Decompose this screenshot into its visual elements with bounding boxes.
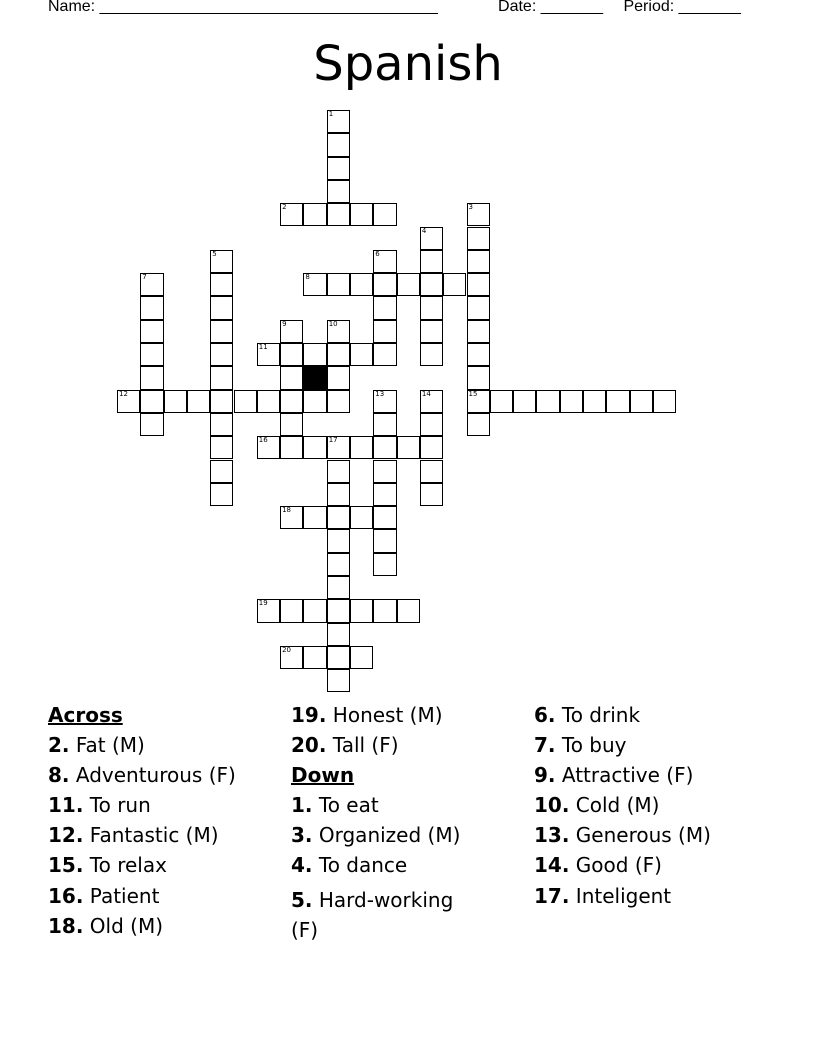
crossword-cell[interactable]: [327, 553, 350, 576]
clue-number-9: 9: [282, 319, 287, 328]
crossword-cell[interactable]: [327, 460, 350, 483]
crossword-cell[interactable]: [327, 576, 350, 599]
crossword-cell[interactable]: [140, 390, 163, 413]
clue-down-7: 7. To buy: [534, 733, 627, 758]
crossword-cell[interactable]: [280, 320, 303, 343]
crossword-cell[interactable]: [327, 390, 350, 413]
crossword-cell[interactable]: [653, 390, 676, 413]
crossword-cell[interactable]: [327, 599, 350, 622]
crossword-cell[interactable]: [373, 413, 396, 436]
crossword-cell[interactable]: [420, 250, 443, 273]
crossword-cell[interactable]: [140, 320, 163, 343]
crossword-cell[interactable]: [420, 460, 443, 483]
crossword-cell[interactable]: [303, 203, 326, 226]
crossword-cell[interactable]: [257, 599, 280, 622]
crossword-cell[interactable]: [420, 390, 443, 413]
crossword-cell[interactable]: [280, 413, 303, 436]
period-label: Period:: [623, 0, 675, 15]
crossword-cell[interactable]: [210, 483, 233, 506]
clue-across-12: 12. Fantastic (M): [48, 823, 219, 848]
crossword-cell[interactable]: [327, 623, 350, 646]
crossword-cell[interactable]: [467, 227, 490, 250]
crossword-cell[interactable]: [140, 273, 163, 296]
crossword-cell[interactable]: [373, 436, 396, 459]
crossword-cell[interactable]: [327, 483, 350, 506]
crossword-cell[interactable]: [303, 436, 326, 459]
crossword-cell[interactable]: [327, 180, 350, 203]
clue-across-15: 15. To relax: [48, 853, 167, 878]
crossword-cell[interactable]: [350, 273, 373, 296]
crossword-cell[interactable]: [117, 390, 140, 413]
clue-number-3: 3: [468, 203, 473, 212]
crossword-cell[interactable]: [280, 366, 303, 389]
crossword-cell[interactable]: [373, 203, 396, 226]
crossword-cell[interactable]: [280, 599, 303, 622]
clue-down-10: 10. Cold (M): [534, 793, 660, 818]
crossword-cell[interactable]: [327, 343, 350, 366]
crossword-cell[interactable]: [373, 529, 396, 552]
crossword-cell[interactable]: [490, 390, 513, 413]
crossword-cell[interactable]: [280, 436, 303, 459]
across-heading: Across: [48, 703, 123, 727]
crossword-cell[interactable]: [210, 366, 233, 389]
crossword-cell[interactable]: [583, 390, 606, 413]
crossword-cell[interactable]: [303, 599, 326, 622]
period-field[interactable]: _______: [678, 0, 741, 15]
crossword-cell[interactable]: [327, 110, 350, 133]
crossword-cell[interactable]: [467, 296, 490, 319]
crossword-cell[interactable]: [350, 203, 373, 226]
crossword-cell[interactable]: [140, 343, 163, 366]
clue-number-2: 2: [282, 203, 287, 212]
clue-across-16: 16. Patient: [48, 883, 160, 908]
page-title: Spanish: [313, 36, 503, 92]
clue-down-6: 6. To drink: [534, 703, 641, 727]
crossword-cell[interactable]: [257, 436, 280, 459]
clue-across-11: 11. To run: [48, 793, 151, 818]
crossword-cell[interactable]: [257, 390, 280, 413]
clue-number-13: 13: [375, 389, 385, 398]
crossword-cell[interactable]: [630, 390, 653, 413]
crossword-cell[interactable]: [397, 436, 420, 459]
crossword-cell[interactable]: [397, 273, 420, 296]
crossword-cell[interactable]: [210, 273, 233, 296]
crossword-cell[interactable]: [327, 646, 350, 669]
crossword-cell[interactable]: [350, 646, 373, 669]
clue-across-19: 19. Honest (M): [291, 703, 443, 727]
crossword-cell[interactable]: [327, 529, 350, 552]
clue-column-1: [48, 700, 236, 941]
name-label: Name:: [48, 0, 96, 15]
crossword-cell[interactable]: [210, 343, 233, 366]
crossword-cell[interactable]: [303, 390, 326, 413]
crossword-cell[interactable]: [513, 390, 536, 413]
clue-down-13: 13. Generous (M): [534, 823, 711, 848]
crossword-cell[interactable]: [350, 343, 373, 366]
crossword-cell[interactable]: [373, 599, 396, 622]
crossword-cell[interactable]: [420, 227, 443, 250]
clue-number-11: 11: [258, 343, 268, 351]
clue-number-14: 14: [421, 389, 431, 398]
crossword-cell[interactable]: [373, 250, 396, 273]
clue-number-8: 8: [305, 273, 310, 282]
crossword-cell[interactable]: [303, 343, 326, 366]
crossword-cell[interactable]: [560, 390, 583, 413]
clue-down-9: 9. Attractive (F): [534, 763, 694, 788]
crossword-cell[interactable]: [420, 343, 443, 366]
clue-across-8: 8. Adventurous (F): [48, 763, 236, 788]
clue-down-1: 1. To eat: [291, 793, 379, 818]
crossword-cell[interactable]: [420, 296, 443, 319]
clue-down-3: 3. Organized (M): [291, 823, 461, 848]
crossword-cell[interactable]: [210, 413, 233, 436]
crossword-cell[interactable]: [303, 646, 326, 669]
crossword-cell[interactable]: [467, 273, 490, 296]
crossword-cell[interactable]: [467, 390, 490, 413]
crossword-cell[interactable]: [210, 436, 233, 459]
clue-number-4: 4: [421, 226, 427, 235]
crossword-cell[interactable]: [350, 506, 373, 529]
crossword-cell[interactable]: [373, 506, 396, 529]
crossword-cell[interactable]: [280, 203, 303, 226]
clue-number-20: 20: [282, 645, 292, 654]
crossword-cell[interactable]: [420, 483, 443, 506]
crossword-cell[interactable]: [373, 483, 396, 506]
crossword-cell[interactable]: [327, 320, 350, 343]
crossword-cell[interactable]: [420, 273, 443, 296]
crossword-cell[interactable]: [280, 343, 303, 366]
crossword-cell[interactable]: [140, 296, 163, 319]
crossword-cell[interactable]: [210, 320, 233, 343]
date-label: Date:: [498, 0, 537, 15]
crossword-black-cell: [303, 366, 326, 389]
clue-down-5: 5. Hard-working (F): [291, 887, 454, 942]
clue-number-7: 7: [142, 273, 147, 282]
crossword-cell[interactable]: [327, 273, 350, 296]
crossword-cell[interactable]: [327, 133, 350, 156]
crossword-cell[interactable]: [467, 320, 490, 343]
crossword-cell[interactable]: [303, 506, 326, 529]
crossword-cell[interactable]: [327, 669, 350, 692]
crossword-cell[interactable]: [280, 390, 303, 413]
clue-column-2: [291, 700, 491, 945]
crossword-cell[interactable]: [257, 343, 280, 366]
crossword-cell[interactable]: [373, 296, 396, 319]
crossword-cell[interactable]: [140, 413, 163, 436]
crossword-cell[interactable]: [420, 436, 443, 459]
crossword-cell[interactable]: [373, 343, 396, 366]
clue-number-10: 10: [328, 319, 338, 328]
crossword-cell[interactable]: [420, 320, 443, 343]
crossword-cell[interactable]: [606, 390, 629, 413]
clue-number-16: 16: [258, 436, 268, 445]
crossword-cell[interactable]: [210, 296, 233, 319]
crossword-cell[interactable]: [373, 460, 396, 483]
crossword-cell[interactable]: [327, 506, 350, 529]
crossword-cell[interactable]: [373, 553, 396, 576]
crossword-cell[interactable]: [467, 343, 490, 366]
clue-down-14: 14. Good (F): [534, 853, 662, 878]
crossword-cell[interactable]: [327, 366, 350, 389]
crossword-cell[interactable]: [210, 460, 233, 483]
crossword-cell[interactable]: [373, 320, 396, 343]
crossword-cell[interactable]: [420, 413, 443, 436]
clue-down-4: 4. To dance: [291, 853, 408, 878]
crossword-cell[interactable]: [536, 390, 559, 413]
crossword-cell[interactable]: [280, 506, 303, 529]
crossword-cell[interactable]: [327, 203, 350, 226]
down-heading: Down: [291, 763, 355, 788]
crossword-cell[interactable]: [280, 646, 303, 669]
crossword-cell[interactable]: [327, 157, 350, 180]
clue-down-17: 17. Inteligent: [534, 883, 672, 908]
clue-number-17: 17: [328, 436, 338, 445]
date-field[interactable]: _______: [540, 0, 604, 15]
crossword-cell[interactable]: [373, 390, 396, 413]
crossword-cell[interactable]: [327, 436, 350, 459]
clue-across-2: 2. Fat (M): [48, 733, 145, 758]
clue-across-18: 18. Old (M): [48, 913, 164, 938]
crossword-cell[interactable]: [350, 436, 373, 459]
crossword-cell[interactable]: [140, 366, 163, 389]
crossword-cell[interactable]: [234, 390, 257, 413]
clue-column-3: [534, 700, 711, 911]
clue-number-15: 15: [468, 389, 478, 398]
clue-number-12: 12: [119, 389, 128, 398]
crossword-cell[interactable]: [443, 273, 466, 296]
crossword-cell[interactable]: [467, 250, 490, 273]
worksheet-header: [48, 0, 741, 16]
clue-number-18: 18: [282, 506, 292, 515]
clue-across-20: 20. Tall (F): [291, 733, 399, 758]
clue-number-19: 19: [258, 599, 268, 608]
crossword-cell[interactable]: [210, 250, 233, 273]
crossword-cell[interactable]: [467, 203, 490, 226]
crossword-cell[interactable]: [350, 599, 373, 622]
crossword-cell[interactable]: [467, 413, 490, 436]
clue-number-1: 1: [328, 110, 334, 118]
crossword-cell[interactable]: [303, 273, 326, 296]
crossword-cell[interactable]: [164, 390, 187, 413]
crossword-cell[interactable]: [397, 599, 420, 622]
crossword-cell[interactable]: [467, 366, 490, 389]
crossword-cell[interactable]: [210, 390, 233, 413]
clue-number-5: 5: [212, 249, 217, 258]
clue-number-6: 6: [375, 249, 380, 258]
crossword-cell[interactable]: [187, 390, 210, 413]
crossword-cell[interactable]: [373, 273, 396, 296]
name-field[interactable]: ______________________________________: [99, 0, 438, 15]
